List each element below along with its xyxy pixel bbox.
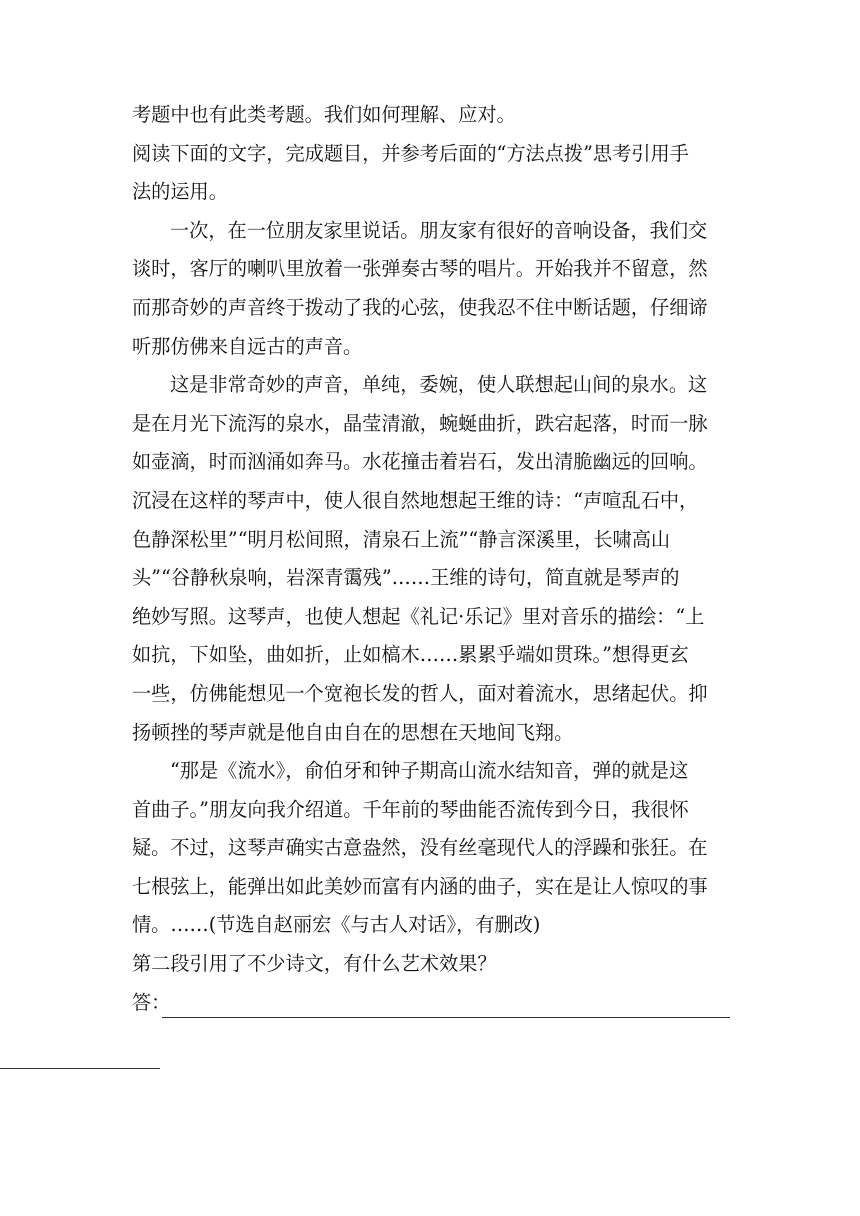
passage-p2-line-8: 如抗，下如坠，曲如折，止如槁木……累累乎端如贯珠。”想得更玄 <box>132 643 689 667</box>
passage-p2-line-10: 扬顿挫的琴声就是他自由自在的思想在天地间飞翔。 <box>132 720 574 744</box>
answer-label: 答： <box>132 990 171 1014</box>
passage-p2-line-2: 是在月光下流泻的泉水，晶莹清澈，蜿蜒曲折，跌宕起落，时而一脉 <box>132 411 708 435</box>
document-page <box>132 96 730 1022</box>
passage-p3-line-1: “那是《流水》，俞伯牙和钟子期高山流水结知音，弹的就是这 <box>170 759 689 783</box>
passage-p2-line-7: 绝妙写照。这琴声，也使人想起《礼记·乐记》里对音乐的描绘：“上 <box>132 604 705 628</box>
passage-p3-line-2: 首曲子。”朋友向我介绍道。千年前的琴曲能否流传到今日，我很怀 <box>132 797 689 821</box>
answer-blank-line-continued[interactable] <box>0 1068 160 1069</box>
passage-p1-line-4: 听那仿佛来自远古的声音。 <box>132 334 363 358</box>
instruction-line-1: 阅读下面的文字，完成题目，并参考后面的“方法点拨”思考引用手 <box>132 141 689 165</box>
passage-p2-line-1: 这是非常奇妙的声音，单纯，委婉，使人联想起山间的泉水。这 <box>170 373 708 397</box>
passage-p2-line-9: 一些，仿佛能想见一个宽袍长发的哲人，面对着流水，思绪起伏。抑 <box>132 681 708 705</box>
passage-p2-line-4: 沉浸在这样的琴声中，使人很自然地想起王维的诗：“声喧乱石中， <box>132 488 699 512</box>
answer-row <box>132 984 730 1023</box>
passage-p1-line-1: 一次，在一位朋友家里说话。朋友家有很好的音响设备，我们交 <box>170 218 708 242</box>
passage-p3-line-4: 七根弦上，能弹出如此美妙而富有内涵的曲子，实在是让人惊叹的事 <box>132 874 708 898</box>
instruction-line-2: 法的运用。 <box>132 180 228 204</box>
passage-p1-line-3: 而那奇妙的声音终于拨动了我的心弦，使我忍不住中断话题，仔细谛 <box>132 295 708 319</box>
passage-p2-line-5: 色静深松里”“明月松间照，清泉石上流”“静言深溪里，长啸高山 <box>132 527 671 551</box>
question-text: 第二段引用了不少诗文，有什么艺术效果？ <box>132 952 497 976</box>
passage-p2-line-6: 头”“谷静秋泉响，岩深青霭残”……王维的诗句，简直就是琴声的 <box>132 566 680 590</box>
passage-p3-line-3: 疑。不过，这琴声确实古意盎然，没有丝毫现代人的浮躁和张狂。在 <box>132 836 708 860</box>
passage-p2-line-3: 如壶滴，时而汹涌如奔马。水花撞击着岩石，发出清脆幽远的回响。 <box>132 450 708 474</box>
answer-blank-line[interactable] <box>162 1017 730 1018</box>
passage-p1-line-2: 谈时，客厅的喇叭里放着一张弹奏古琴的唱片。开始我并不留意，然 <box>132 257 708 281</box>
passage-source-line: 情。……(节选自赵丽宏《与古人对话》，有删改) <box>132 913 541 937</box>
intro-line-1: 考题中也有此类考题。我们如何理解、应对。 <box>132 103 516 126</box>
